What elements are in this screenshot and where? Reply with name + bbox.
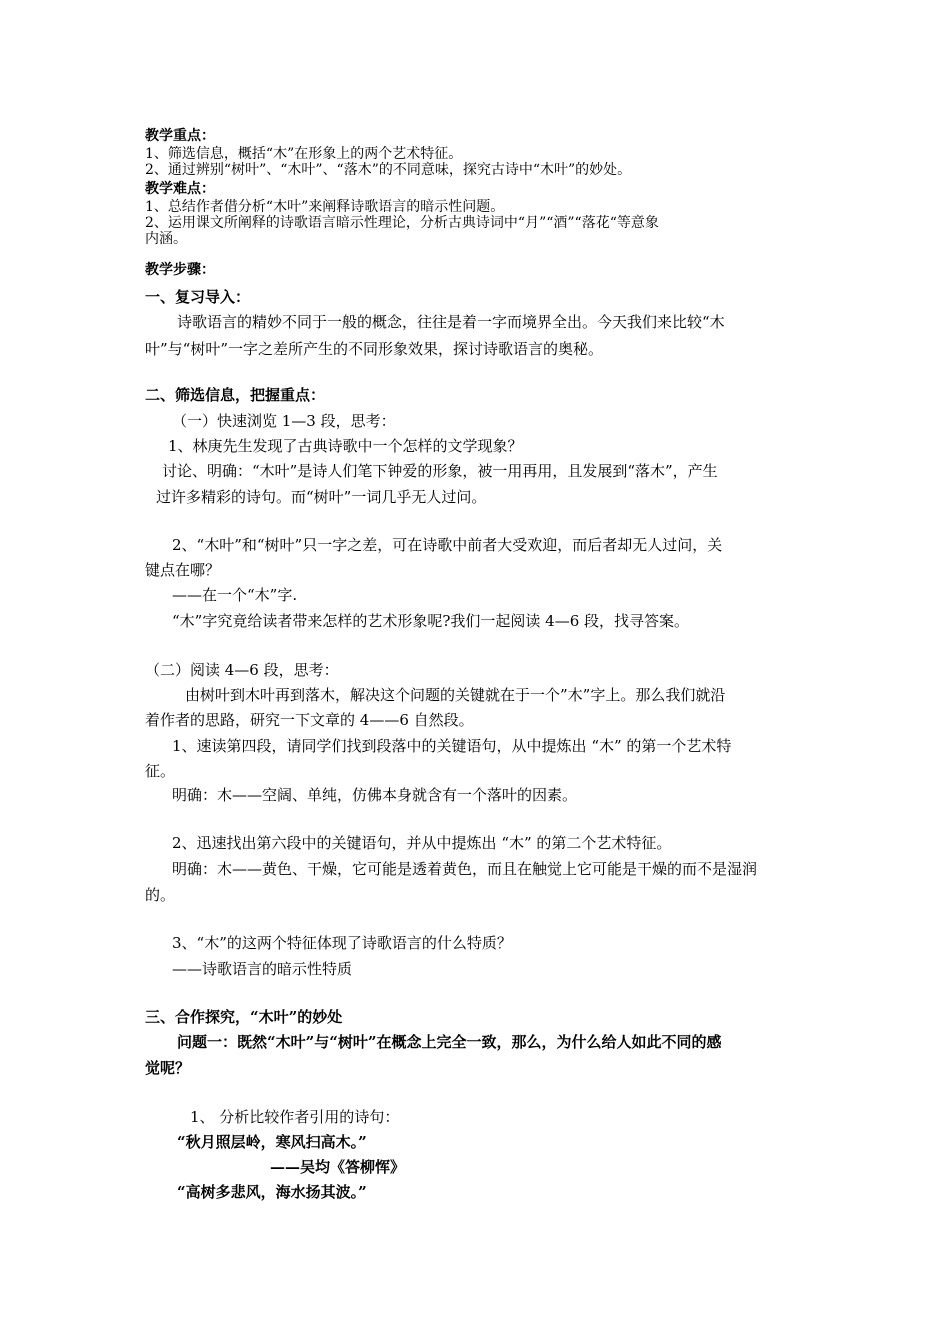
poem-line-2: “高树多悲风，海水扬其波。” [177, 1183, 367, 1201]
section-2-heading: 二、筛选信息，把握重点： [145, 386, 326, 404]
difficulty-1: 1、总结作者借分析“木叶”来阐释诗歌语言的暗示性问题。 [145, 199, 505, 215]
key-points-heading: 教学重点： [145, 128, 215, 144]
problem-1: 问题一：既然“木叶”与“树叶”在概念上完全一致，那么，为什么给人如此不同的感 [177, 1033, 722, 1051]
item-1: 1、 分析比较作者引用的诗句： [190, 1108, 400, 1126]
difficulty-2-cont: 内涵。 [145, 231, 187, 247]
answer-1-cont: 过许多精彩的诗句。而“树叶”一词几乎无人过问。 [156, 488, 487, 506]
answer-3: 明确：木——空阔、单纯，仿佛本身就含有一个落叶的因素。 [172, 786, 578, 804]
question-2: 2、“木叶”和“树叶”只一字之差，可在诗歌中前者大受欢迎，而后者却无人过问，关 [172, 536, 723, 554]
steps-heading: 教学步骤： [145, 262, 215, 278]
section-3-heading: 三、合作探究，“木叶”的妙处 [145, 1008, 343, 1026]
key-point-1: 1、筛选信息，概括“木”在形象上的两个艺术特征。 [145, 146, 463, 162]
section-2-sub-2: （二）阅读 4—6 段，思考： [145, 661, 339, 679]
poem-1-source: ——吴均《答柳恽》 [270, 1158, 406, 1176]
question-4: 2、迅速找出第六段中的关键语句，并从中提炼出 “木” 的第二个艺术特征。 [172, 834, 672, 852]
answer-5: ——诗歌语言的暗示性特质 [172, 960, 353, 978]
paragraph-4: 由树叶到木叶再到落木，解决这个问题的关键就在于一个”木”字上。那么我们就沿 [185, 686, 726, 704]
difficulty-2: 2、运用课文所阐释的诗歌语言暗示性理论，分析古典诗词中“月”“酒”“落花“等意象 [145, 215, 659, 231]
problem-1-cont: 觉呢？ [145, 1059, 191, 1077]
answer-4-cont: 的。 [145, 886, 176, 904]
answer-1: 讨论、明确：“木叶”是诗人们笔下钟爱的形象，被一用再用，且发展到“落木”，产生 [162, 462, 718, 480]
question-2-cont: 键点在哪？ [145, 561, 221, 579]
paragraph-3: “木”字究竟给读者带来怎样的艺术形象呢?我们一起阅读 4—6 段，找寻答案。 [172, 612, 690, 630]
answer-2: ——在一个“木”字. [172, 586, 298, 604]
question-1: 1、林庚先生发现了古典诗歌中一个怎样的文学现象？ [168, 437, 523, 455]
section-2-sub-1: （一）快速浏览 1—3 段，思考： [172, 412, 396, 430]
difficulty-heading: 教学难点： [145, 181, 215, 197]
question-3: 1、速读第四段，请同学们找到段落中的关键语句，从中提炼出 “木” 的第一个艺术特 [172, 737, 732, 755]
paragraph-4-cont: 着作者的思路，研究一下文章的 4——6 自然段。 [145, 711, 474, 729]
question-5: 3、“木”的这两个特征体现了诗歌语言的什么特质？ [172, 934, 512, 952]
section-1-para: 诗歌语言的精妙不同于一般的概念，往往是着一字而境界全出。今天我们来比较“木 [177, 313, 725, 331]
answer-4: 明确：木——黄色、干燥，它可能是透着黄色，而且在触觉上它可能是干燥的而不是湿润 [172, 860, 758, 878]
section-1-heading: 一、复习导入： [145, 288, 251, 306]
question-3-cont: 征。 [145, 762, 176, 780]
key-point-2: 2、通过辨别“树叶”、“木叶”、“落木”的不同意味，探究古诗中“木叶”的妙处。 [145, 162, 632, 178]
section-1-para-cont: 叶”与“树叶”一字之差所产生的不同形象效果，探讨诗歌语言的奥秘。 [145, 340, 604, 358]
poem-line-1: “秋月照层岭，寒风扫高木。” [177, 1133, 367, 1151]
